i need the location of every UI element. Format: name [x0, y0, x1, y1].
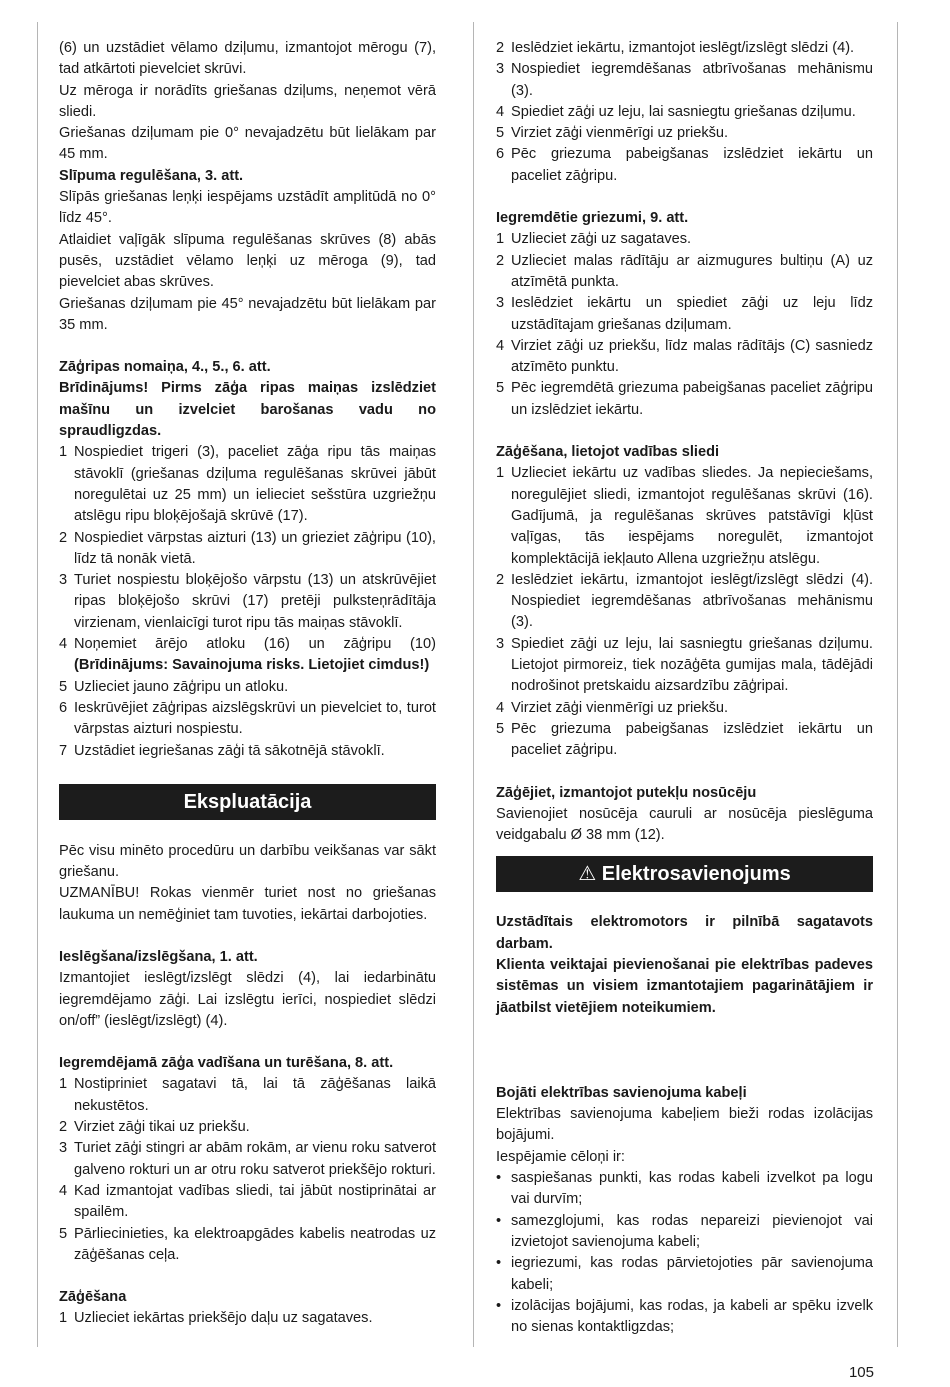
list-item: • izolācijas bojājumi, kas rodas, ja kabeli ar spēku izvelk no sienas kontaktligzdas; — [496, 1297, 873, 1336]
section-title-operation: Ekspluatācija — [59, 784, 436, 820]
list-item: 1 Nostipriniet sagatavi tā, lai tā zāģēšanas laikā nekustētos. — [59, 1076, 436, 1114]
list-item: 3 Spiediet zāģi uz leju, lai sasniegtu griešanas dziļumu. Lietojot pirmoreiz, tiek nozāģēta gumijas mala, tādējādi nodrošinot pretskaidu aizsardzību zāģripai. — [496, 635, 873, 695]
list-item: 4 Noņemiet ārējo atloku (16) un zāģripu (10) (Brīdinājums: Savainojuma risks. Lietojiet cimdus!) — [59, 636, 436, 674]
list-item: 6 Pēc griezuma pabeigšanas izslēdziet iekārtu un paceliet zāģripu. — [496, 146, 873, 184]
cables-line: Elektrības savienojuma kabeļiem bieži rodas izolācijas bojājumi. — [496, 1106, 873, 1144]
sawing-steps — [59, 1308, 436, 1329]
left-column — [59, 38, 436, 1330]
list-item: 7 Uzstādiet iegriešanas zāģi tā sākotnējā stāvoklī. — [59, 742, 385, 759]
list-item: • saspiešanas punkti, kas rodas kabeli izvelkot pa logu vai durvīm; — [496, 1170, 873, 1208]
cables-heading: Bojāti elektrības savienojuma kabeļi — [496, 1084, 747, 1101]
list-item: 4 Spiediet zāģi uz leju, lai sasniegtu griešanas dziļumu. — [496, 103, 856, 120]
left-border-line — [37, 22, 38, 1347]
list-item: 4 Virziet zāģi vienmērīgi uz priekšu. — [496, 699, 729, 716]
electric-notice: Klienta veiktajai pievienošanai pie elektrības padeves sistēmas un visiem izmantotajiem pagarinātājiem ir jāatbilst vietējiem noteikumiem. — [496, 956, 873, 1016]
bullet-icon: • — [496, 1255, 502, 1272]
list-item: • iegriezumi, kas rodas pārvietojoties pār savienojuma kabeli; — [496, 1255, 873, 1293]
list-item: 3 Turiet zāģi stingri ar abām rokām, ar vienu roku satverot galveno rokturi un ar otru roku satverot priekšējo rokturi. — [59, 1140, 436, 1178]
list-item: 2 Virziet zāģi tikai uz priekšu. — [59, 1119, 250, 1136]
sawing-steps-continued — [496, 38, 873, 187]
switch-text: Izmantojiet ieslēgt/izslēgt slēdzi (4), lai iedarbinātu iegremdējamo zāģi. Lai izslēgtu ierīci, nospiediet slēdzi on/off” (ieslēgt/izslēgt) (4). — [59, 970, 436, 1029]
right-border-line — [897, 22, 898, 1347]
list-item: 2 Nospiediet vārpstas aizturi (13) un grieziet zāģripu (10), līdz tā nonāk vietā. — [59, 529, 436, 567]
dust-text: Savienojiet nosūcēja cauruli ar nosūcēja pieslēguma veidgabalu Ø 38 mm (12). — [496, 805, 873, 844]
list-item: 3 Turiet nospiestu bloķējošo vārpstu (13) un atskrūvējiet ripas bloķējošo skrūvi (17) pretēji pulksteņrādītāja virzienam, vienlaicīgi turot ripu tās maiņas stāvoklī. — [59, 572, 436, 631]
list-item: • samezglojumi, kas rodas nepareizi pievienojot vai izvietojot savienojuma kabeli; — [496, 1212, 873, 1250]
cables-line: Iespējamie cēloņi ir: — [496, 1148, 625, 1165]
right-column — [496, 38, 873, 1338]
list-item: 6 Ieskrūvējiet zāģripas aizslēgskrūvi un pievelciet to, turot vārpstas aizturi nospiestu. — [59, 699, 436, 738]
list-item: 3 Ieslēdziet iekārtu un spiediet zāģi uz leju līdz uzstādītajam griešanas dziļumam. — [496, 295, 873, 333]
list-item: 5 Pēc iegremdētā griezuma pabeigšanas paceliet zāģripu un izslēdziet iekārtu. — [496, 380, 873, 418]
bevel-heading: Slīpuma regulēšana, 3. att. — [59, 167, 244, 184]
list-item: 5 Uzlieciet jauno zāģripu un atloku. — [59, 678, 289, 695]
injury-warning: (Brīdinājums: Savainojuma risks. Lietojiet cimdus!) — [74, 657, 430, 674]
blade-change-warning: Brīdinājums! Pirms zāģa ripas maiņas izslēdziet mašīnu un izvelciet barošanas vadu no spraudligzdas. — [59, 380, 436, 440]
plunge-steps — [496, 229, 873, 421]
page-number: 105 — [848, 1364, 874, 1381]
center-divider-line — [473, 22, 474, 1347]
bullet-icon: • — [496, 1170, 502, 1187]
intro-line: Griešanas dziļumam pie 0° nevajadzētu būt lielākam par 45 mm. — [59, 125, 436, 163]
sawing-heading: Zāģēšana — [59, 1289, 127, 1306]
operation-line: Pēc visu minēto procedūru un darbību veikšanas var sākt griešanu. — [59, 842, 436, 881]
blade-change-steps — [59, 442, 436, 761]
plunge-heading: Iegremdētie griezumi, 9. att. — [496, 210, 689, 227]
list-item: 2 Ieslēdziet iekārtu, izmantojot ieslēgt/izslēgt slēdzi (4). — [496, 40, 855, 56]
bevel-line: Griešanas dziļumam pie 45° nevajadzētu būt lielākam par 35 mm. — [59, 295, 436, 333]
guiding-heading: Iegremdējamā zāģa vadīšana un turēšana, 8. att. — [59, 1055, 394, 1072]
list-item: 5 Pēc griezuma pabeigšanas izslēdziet iekārtu un paceliet zāģripu. — [496, 720, 873, 759]
list-item: 1 Uzlieciet iekārtu uz vadības sliedes. Ja nepieciešams, noregulējiet sliedi, izmantojot regulēšanas skrūvi (16). Gadījumā, ja regulēšanas skrūves patstāvīgi kļūst vaļīgas, tās iespējams noregulēt, izmantojot komplektācijā iekļauto Allena uzgriežņu atslēgu. — [496, 465, 873, 567]
bullet-icon: • — [496, 1297, 502, 1314]
list-item: 5 Virziet zāģi vienmērīgi uz priekšu. — [496, 125, 729, 142]
warning-triangle-icon: ⚠ — [578, 863, 597, 886]
list-item: 2 Uzlieciet malas rādītāju ar aizmugures bultiņu (A) uz atzīmētā punkta. — [496, 252, 873, 290]
rail-heading: Zāģēšana, lietojot vadības sliedi — [496, 444, 720, 461]
list-item: 1 Nospiediet trigeri (3), paceliet zāģa ripu tās maiņas stāvoklī (griešanas dziļuma regulēšanas skrūvei jābūt noregulētai uz 25 mm) un ielieciet sešstūra uzgriežņu atslēgu ripu bloķējošajā skrūvē (17). — [59, 444, 436, 525]
list-item: 1 Uzlieciet zāģi uz sagataves. — [496, 231, 692, 248]
bevel-line: Slīpās griešanas leņķi iespējams uzstādīt amplitūdā no 0° līdz 45°. — [59, 189, 436, 227]
blade-change-heading: Zāģripas nomaiņa, 4., 5., 6. att. — [59, 359, 271, 376]
list-item: 2 Ieslēdziet iekārtu, izmantojot ieslēgt/izslēgt slēdzi (4). Nospiediet iegremdēšanas atbrīvošanas mehānismu (3). — [496, 571, 873, 631]
list-item: 5 Pārliecinieties, ka elektroapgādes kabelis neatrodas uz zāģēšanas ceļa. — [59, 1225, 436, 1263]
intro-line: (6) un uzstādiet vēlamo dziļumu, izmantojot mērogu (7), tad atkārtoti pievelciet skrūvi. — [59, 40, 436, 78]
dust-heading: Zāģējiet, izmantojot putekļu nosūcēju — [496, 784, 757, 801]
list-item: 4 Kad izmantojat vadības sliedi, tai jābūt nostiprinātai ar spailēm. — [59, 1182, 436, 1221]
rail-steps — [496, 463, 873, 761]
electric-notice: Uzstādītais elektromotors ir pilnībā sagatavots darbam. — [496, 914, 873, 952]
section-title-electrical: ⚠ Elektrosavienojums — [496, 856, 873, 892]
operation-line: UZMANĪBU! Rokas vienmēr turiet nost no griešanas laukuma un nemēģiniet tam tuvoties, iekārtai darbojoties. — [59, 885, 436, 923]
cables-bullets — [496, 1168, 873, 1338]
list-item: 4 Virziet zāģi uz priekšu, līdz malas rādītājs (C) sasniedz atzīmēto punktu. — [496, 337, 873, 376]
list-item: 3 Nospiediet iegremdēšanas atbrīvošanas mehānismu (3). — [496, 61, 873, 99]
intro-line: Uz mēroga ir norādīts griešanas dziļums, neņemot vērā sliedi. — [59, 82, 436, 120]
guiding-steps — [59, 1074, 436, 1266]
bullet-icon: • — [496, 1212, 502, 1229]
switch-heading: Ieslēgšana/izslēgšana, 1. att. — [59, 948, 258, 965]
bevel-line: Atlaidiet vaļīgāk slīpuma regulēšanas skrūves (8) abās pusēs, uzstādiet vēlamo leņķi uz mēroga (9), tad pievelciet abas skrūves. — [59, 231, 436, 291]
list-item: 1 Uzlieciet iekārtas priekšējo daļu uz sagataves. — [59, 1310, 373, 1327]
